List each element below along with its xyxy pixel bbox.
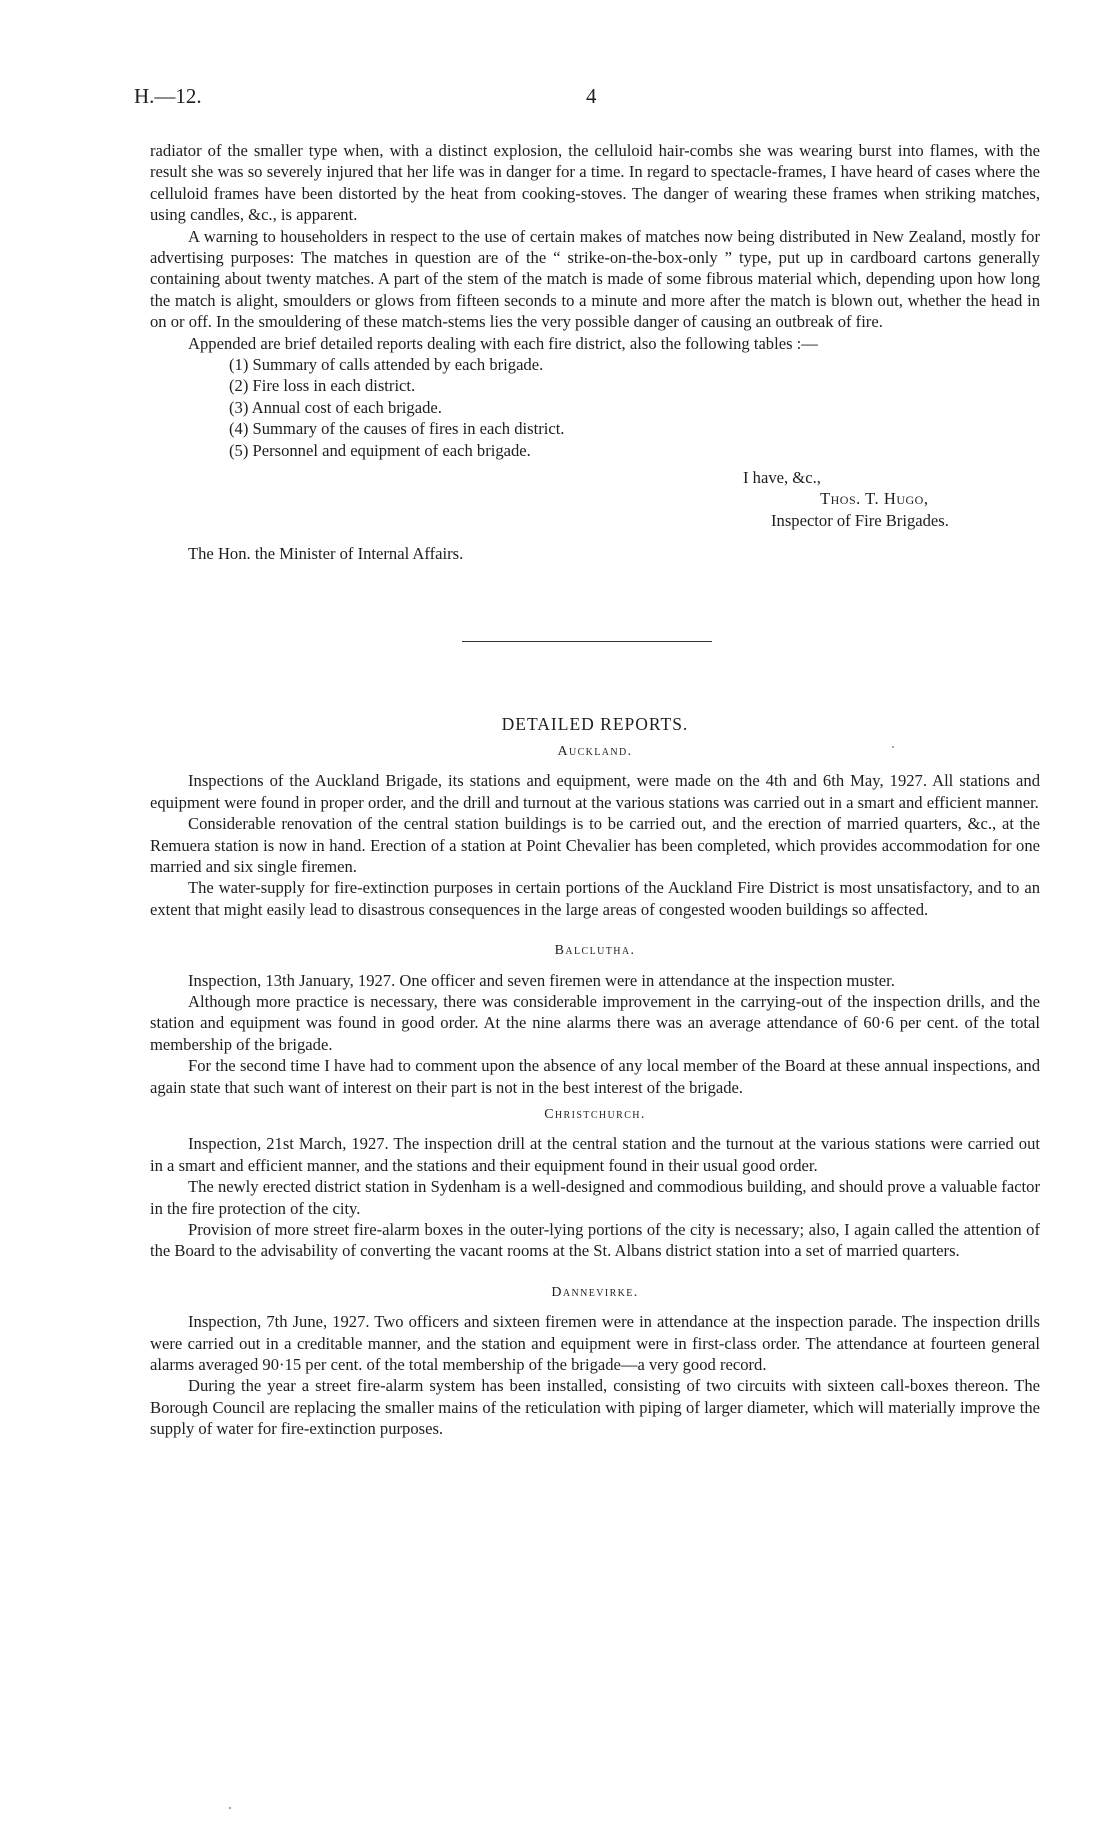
list-item: (4) Summary of the causes of fires in each district. [229, 419, 565, 439]
dannevirke-paragraph-1: Inspection, 7th June, 1927. Two officers and sixteen firemen were in attendance at the inspection parade. The inspection drills were carried out in a creditable manner, and the station and equipment were in first-class order. The attendance at fourteen general alarms averaged 90·15 per cent. of the total membership of the brigade—a very good record. [150, 1312, 1040, 1375]
intro-paragraph-matches: A warning to householders in respect to the use of certain makes of matches now being distributed in New Zealand, mostly for advertising purposes: The matches in question are of the “ strike-on-the-box-only ” type, put up in cardboard cartons generally containing about twenty matches. A part of the stem of the match is made of some fibrous material which, depending upon how long the match is alight, smoulders or glows from fifteen seconds to a minute and more after the match is blown out, whether the head in on or off. In the smouldering of these match-stems lies the very possible danger of causing an outbreak of fire. [150, 226, 1040, 332]
district-heading-dannevirke: Dannevirke. [551, 1284, 639, 1300]
list-item: (3) Annual cost of each brigade. [229, 397, 442, 417]
christchurch-paragraph-3: Provision of more street fire-alarm boxes in the outer-lying portions of the city is necessary; also, I again called the attention of the Board to the advisability of converting the vacant rooms at the St. Albans district station into a set of married quarters. [150, 1220, 1040, 1261]
intro-paragraph-continued: radiator of the smaller type when, with a distinct explosion, the celluloid hair-combs she was wearing burst into flames, with the result she was so severely injured that her life was in danger for a time. In regard to spectacle-frames, I have heard of cases where the celluloid frames have been distorted by the heat from cooking-stoves. The danger of wearing these frames when striking matches, using candles, &c., is apparent. [150, 141, 1040, 225]
document-reference: H.—12. [134, 84, 202, 108]
district-heading-balclutha: Balclutha. [554, 943, 636, 959]
page-header [134, 84, 1042, 114]
section-title: DETAILED REPORTS. [501, 713, 689, 734]
auckland-paragraph-1: Inspections of the Auckland Brigade, its stations and equipment, were made on the 4th and 6th May, 1927. All stations and equipment were found in proper order, and the drill and turnout at the various stations was carried out in a smart and efficient manner. [150, 771, 1040, 812]
list-item: (5) Personnel and equipment of each brigade. [229, 440, 531, 460]
auckland-paragraph-3: The water-supply for fire-extinction purposes in certain portions of the Auckland Fire District is most unsatisfactory, and to an extent that might easily lead to disastrous consequences in the large areas of congested wooden buildings so affected. [150, 878, 1040, 919]
print-speck [892, 746, 894, 748]
balclutha-paragraph-3: For the second time I have had to comment upon the absence of any local member of the Board at these annual inspections, and again state that such want of interest on their part is not in the best interest of the brigade. [150, 1056, 1040, 1097]
balclutha-paragraph-2: Although more practice is necessary, there was considerable improvement in the carrying-out of the inspection drills, and the station and equipment was found in good order. At the nine alarms there was an average attendance of 60·6 per cent. of the total membership of the brigade. [150, 991, 1040, 1054]
page-number: 4 [586, 84, 597, 108]
tables-list [150, 354, 1040, 461]
print-speck [229, 1807, 231, 1809]
dannevirke-paragraph-2: During the year a street fire-alarm system has been installed, consisting of two circuits with sixteen call-boxes thereon. The Borough Council are replacing the smaller mains of the reticulation with piping of larger diameter, which will materially improve the supply of water for fire-extinction purposes. [150, 1376, 1040, 1439]
signoff-title: Inspector of Fire Brigades. [771, 511, 949, 531]
balclutha-paragraph-1: Inspection, 13th January, 1927. One officer and seven firemen were in attendance at the inspection muster. [188, 970, 895, 990]
district-heading-christchurch: Christchurch. [544, 1107, 646, 1122]
christchurch-paragraph-1: Inspection, 21st March, 1927. The inspection drill at the central station and the turnout at the various stations were carried out in a smart and efficient manner, and the stations and their equipment found in their usual good order. [150, 1134, 1040, 1175]
auckland-paragraph-2: Considerable renovation of the central station buildings is to be carried out, and the erection of married quarters, &c., at the Remuera station is now in hand. Erection of a station at Point Chevalier has been completed, which provides accommodation for one married and six single firemen. [150, 814, 1040, 876]
signoff-name: Thos. T. Hugo, [820, 489, 929, 509]
signoff-closing: I have, &c., [743, 468, 821, 488]
list-item: (2) Fire loss in each district. [229, 376, 416, 396]
section-divider [462, 641, 712, 642]
addressee: The Hon. the Minister of Internal Affairs. [188, 544, 464, 564]
district-heading-auckland: Auckland. [557, 743, 633, 759]
christchurch-paragraph-2: The newly erected district station in Sydenham is a well-designed and commodious building, and should prove a valuable factor in the fire protection of the city. [150, 1177, 1040, 1218]
signoff-block [150, 467, 1040, 539]
list-item: (1) Summary of calls attended by each brigade. [229, 355, 544, 375]
page-body [150, 140, 1040, 1440]
intro-paragraph-appended: Appended are brief detailed reports dealing with each fire district, also the following tables :— [188, 333, 818, 353]
